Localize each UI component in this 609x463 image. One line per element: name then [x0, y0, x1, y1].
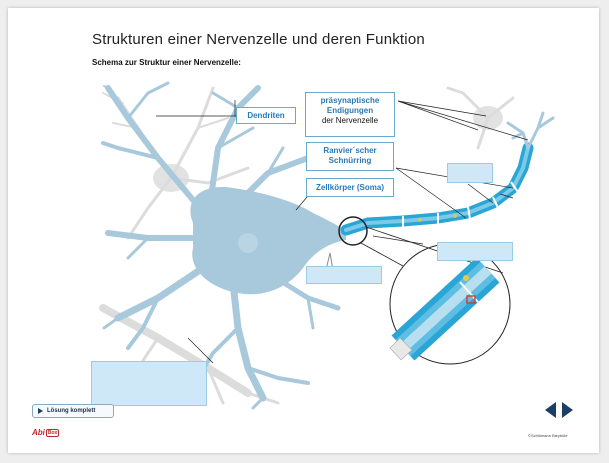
next-arrow-icon[interactable]	[562, 402, 573, 418]
label-praesynaptische-endigungen: präsynaptische Endigungen der Nervenzelle	[305, 92, 395, 137]
answer-box-3[interactable]	[306, 266, 382, 284]
play-icon	[38, 408, 43, 414]
label-zellkoerper: Zellkörper (Soma)	[306, 178, 394, 197]
slide-card	[8, 8, 599, 453]
nucleus	[238, 233, 258, 253]
solution-button[interactable]: Lösung komplett	[32, 404, 114, 418]
previous-arrow-icon[interactable]	[545, 402, 556, 418]
answer-box-2[interactable]	[437, 242, 513, 261]
abibox-logo: Abi Box	[32, 428, 58, 437]
label-ranvier-schnuerring: Ranvier´scher Schnürring	[306, 142, 394, 171]
label-dendriten: Dendriten	[236, 107, 296, 124]
answer-box-1[interactable]	[447, 163, 493, 183]
page-subtitle: Schema zur Struktur einer Nervenzelle:	[92, 58, 241, 67]
copyright-text: ©Schlömann Bleybüle	[528, 433, 568, 438]
answer-box-4[interactable]	[91, 361, 207, 406]
page-title: Strukturen einer Nervenzelle und deren Funktion	[92, 31, 425, 48]
presynaptic-endings	[508, 113, 553, 148]
